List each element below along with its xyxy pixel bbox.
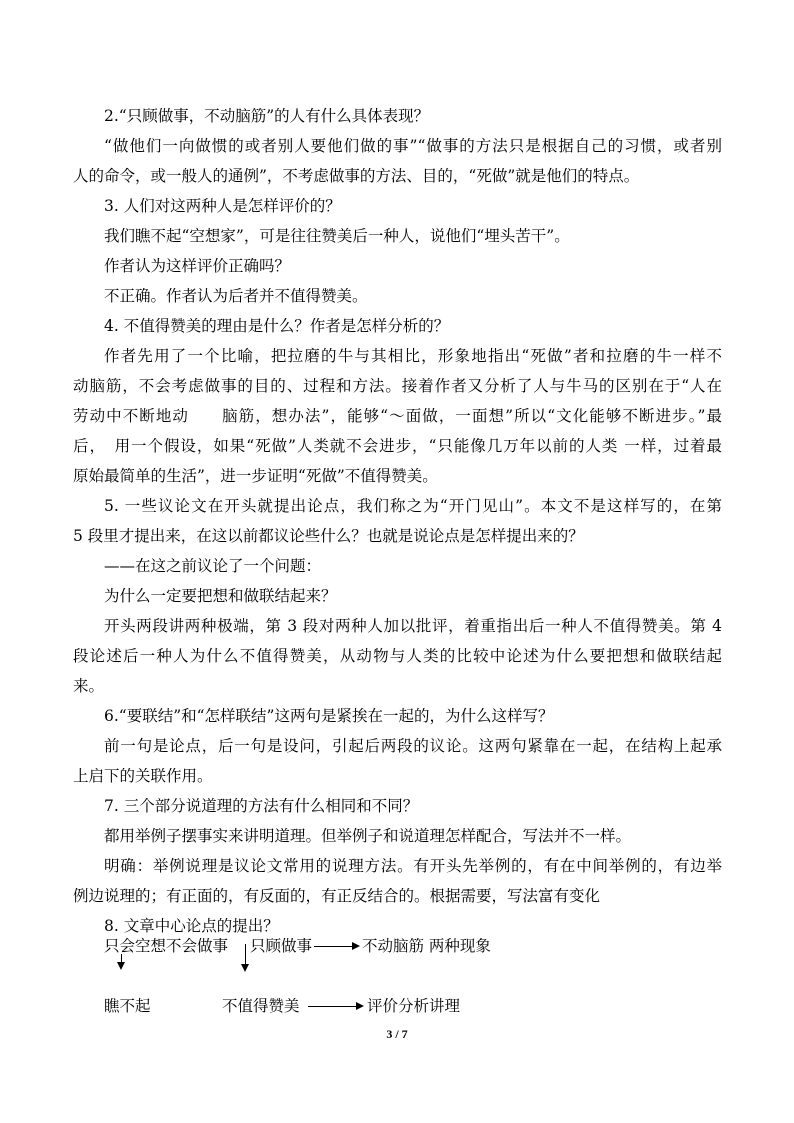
text-line: 后， 用一个假设，如果“死做”人类就不会进步，“只能像几万年以前的人类 一样，过着最	[73, 437, 722, 455]
text-line: 作者先用了一个比喻，把拉磨的牛与其相比，形象地指出“死做”者和拉磨的牛一样不	[104, 347, 722, 365]
text-line: “做他们一向做惯的或者别人要他们做的事”“做事的方法只是根据自己的习惯，或者别	[104, 137, 722, 155]
question-2: 2.“只顾做事，不动脑筋”的人有什么具体表现？	[104, 107, 430, 125]
text-line: 作者认为这样评价正确吗？	[104, 257, 291, 275]
text-line: 原始最简单的生活”，进一步证明“死做”不值得赞美。	[73, 467, 438, 485]
arrow-right-icon	[314, 946, 358, 947]
text-line: 明确：举例说理是议论文常用的说理方法。有开头先举例的，有在中间举例的，有边举	[104, 857, 722, 875]
text-line: ——在这之前议论了一个问题：	[104, 557, 322, 575]
text-line: 段论述后一种人为什么不值得赞美，从动物与人类的比较中论述为什么要把想和做联结起	[73, 647, 722, 665]
question-5: 5. 一些议论文在开头就提出论点，我们称之为“开门见山”。本文不是这样写的，在第	[104, 497, 722, 515]
text-line: 例边说理的；有正面的，有反面的，有正反结合的。根据需要，写法富有变化	[73, 887, 601, 905]
text-line: 劳动中不断地动 脑筋，想办法”，能够“～面做，一面想”所以“文化能够不断进步。”最	[73, 407, 722, 425]
question-7: 7. 三个部分说道理的方法有什么相同和不同？	[104, 797, 419, 815]
text-line: 上启下的关联作用。	[73, 767, 213, 785]
text-line: 前一句是论点，后一句是设问，引起后两段的议论。这两句紧靠在一起，在结构上起承	[104, 737, 722, 755]
text-line: 都用举例子摆事实来讲明道理。但举例子和说道理怎样配合，写法并不一样。	[104, 827, 632, 845]
diagram-bottom-right: 评价分析讲理	[367, 997, 461, 1015]
text-line: 人的命令，或一般人的通例”，不考虑做事的方法、目的，“死做”就是他们的特点。	[73, 167, 640, 185]
arrow-down-icon	[245, 944, 246, 970]
text-line: 5 段里才提出来，在这以前都议论些什么？也就是说论点是怎样提出来的？	[73, 527, 584, 545]
question-4: 4. 不值得赞美的理由是什么？作者是怎样分析的？	[104, 317, 450, 335]
question-6: 6.“要联结”和“怎样联结”这两句是紧挨在一起的，为什么这样写？	[104, 707, 554, 725]
text-line: 开头两段讲两种极端，第 3 段对两种人加以批评，着重指出后一种人不值得赞美。第 4	[104, 617, 722, 635]
text-line: 来。	[73, 677, 105, 695]
diagram-bottom-mid: 不值得赞美	[222, 997, 300, 1015]
page-number: 3 / 7	[386, 1027, 408, 1041]
text-line: 我们瞧不起“空想家”，可是往往赞美后一种人，说他们“埋头苦干”。	[104, 227, 570, 245]
diagram-top-mid: 只顾做事	[250, 937, 313, 955]
text-line: 动脑筋，不会考虑做事的目的、过程和方法。接着作者又分析了人与牛马的区别在于“人在	[73, 377, 722, 395]
diagram-top-left: 只会空想不会做事	[104, 937, 229, 955]
question-8: 8. 文章中心论点的提出？	[104, 917, 279, 935]
text-line: 不正确。作者认为后者并不值得赞美。	[104, 287, 368, 305]
question-3: 3. 人们对这两种人是怎样评价的？	[104, 197, 341, 215]
diagram-bottom-left: 瞧不起	[104, 997, 151, 1015]
arrow-right-icon	[308, 1006, 362, 1007]
diagram-top-right: 不动脑筋 两种现象	[362, 937, 491, 955]
text-line: 为什么一定要把想和做联结起来？	[104, 587, 337, 605]
arrow-down-icon	[121, 954, 122, 968]
